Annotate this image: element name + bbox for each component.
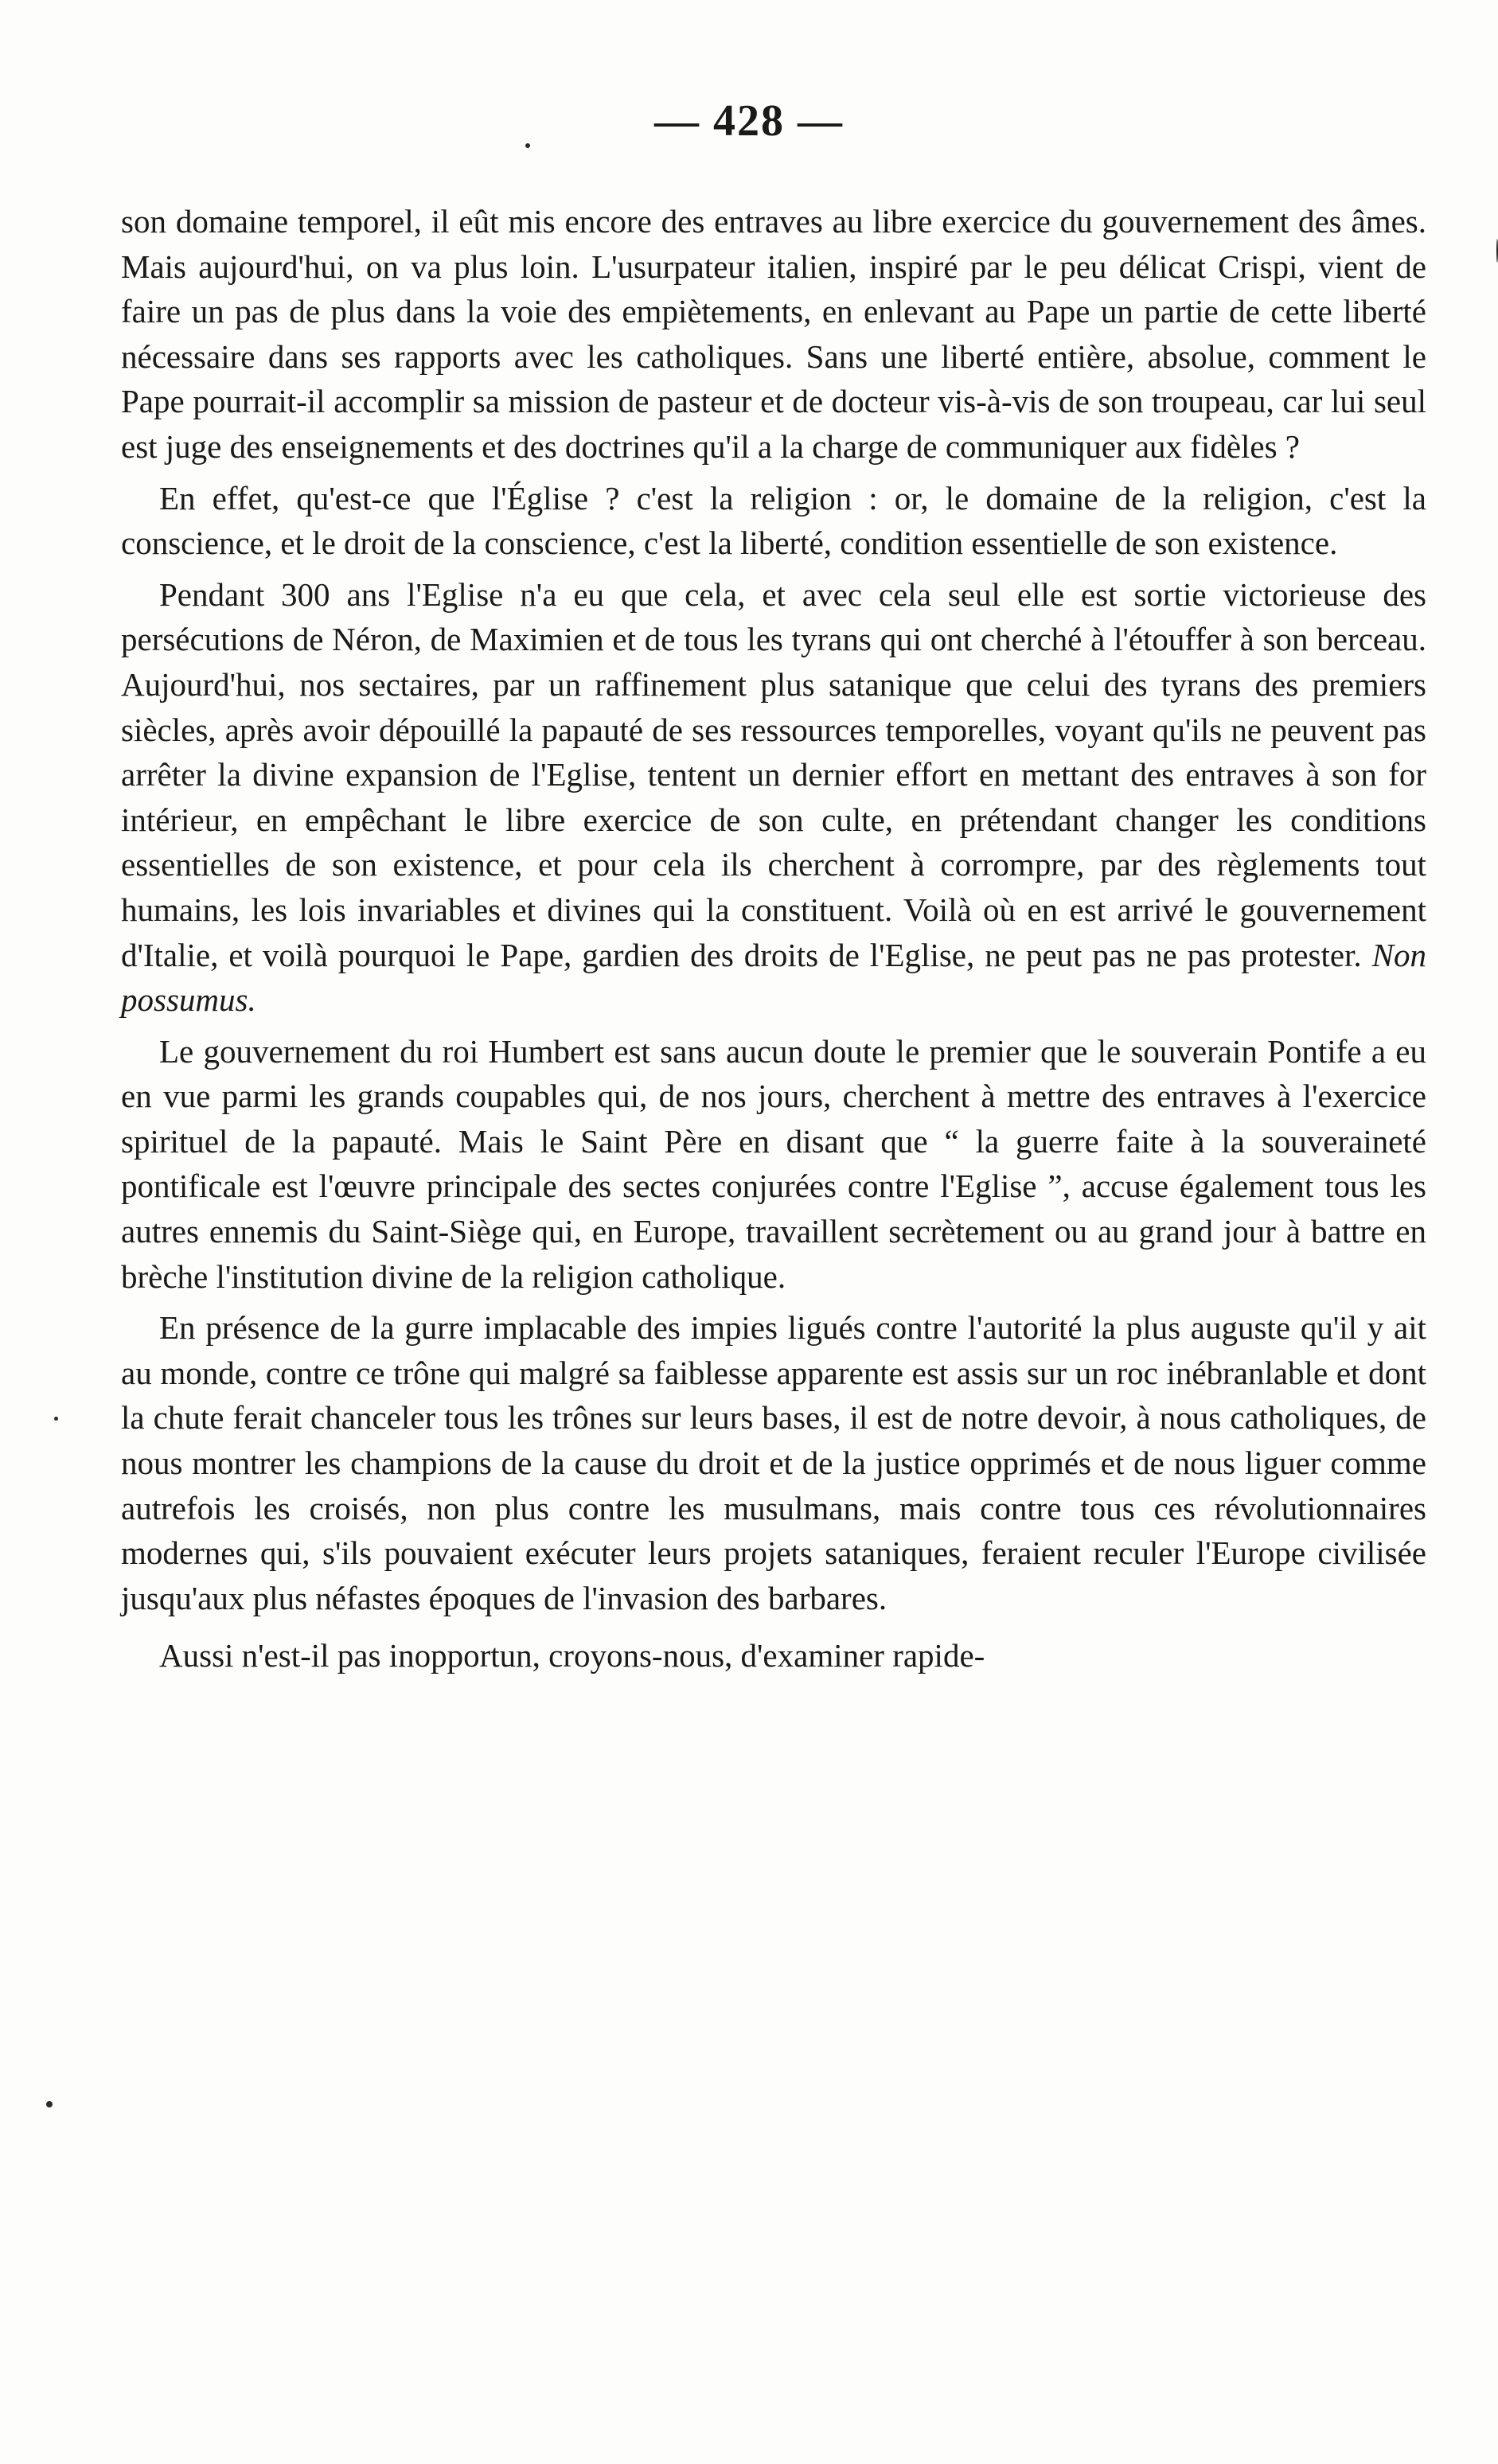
scan-speck [46,2101,53,2107]
paragraph-2: En effet, qu'est-ce que l'Église ? c'est la religion : or, le domaine de la religion, c'est la conscience, et le droit de la conscience, c'est la liberté, condition essentielle de son existence. [121,479,1426,562]
scan-speck [525,143,530,148]
paragraph-4: Le gouvernement du roi Humbert est sans aucun doute le premier que le souverain Pontife a eu en vue parmi les grands coupables qui, de nos jours, cherchent à mettre des entraves à l'exercice spirituel de la papauté. Mais le Saint Père en disant que “ la guerre faite à la souveraineté pontificale est l'œuvre principale des sectes conjurées contre l'Eglise ”, accuse également tous les autres ennemis du Saint-Siège qui, en Europe, travaillent secrètement ou au grand jour à battre en brèche l'institution divine de la religion catholique. [121,1032,1426,1295]
paragraph-3 [121,572,1426,1023]
non-possumus-emphasis: Non possumus. [121,936,1426,1019]
body-text [121,199,1426,1685]
paragraph-5: En présence de la gurre implacable des impies ligués contre l'autorité la plus auguste qu'il y ait au monde, contre ce trône qui malgré sa faiblesse apparente est assis sur un roc inébranlable et dont la chute ferait chanceler tous les trônes sur leurs bases, il est de notre devoir, à nous catholiques, de nous montrer les champions de la cause du droit et de la justice opprimés et de nous liguer comme autrefois les croisés, non plus contre les musulmans, mais contre tous ces révolutionnaires modernes qui, s'ils pouvaient exécuter leurs projets sataniques, feraient reculer l'Europe civilisée jusqu'aux plus néfastes époques de l'invasion des barbares. [121,1309,1426,1616]
paragraph-3-text: Pendant 300 ans l'Eglise n'a eu que cela, et avec cela seul elle est sortie victorieuse des persécutions de Néron, de Maximien et de tous les tyrans qui ont cherché à l'étouffer à son berceau. Aujourd'hui, nos sectaires, par un raffinement plus satanique que celui des tyrans des premiers siècles, après avoir dépouillé la papauté de ses ressources temporelles, voyant qu'ils ne peuvent pas arrêter la divine expansion de l'Eglise, tentent un dernier effort en mettant des entraves à son for intérieur, en empêchant le libre exercice de son culte, en prétendant changer les conditions essentielles de son existence, et pour cela ils cherchent à corrompre, par des règlements tout humains, les lois invariables et divines qui la constituent. Voilà où en est arrivé le gouvernement d'Italie, et voilà pourquoi le Pape, gardien des droits de l'Eglise, ne peut pas ne pas protester. [121,575,1426,973]
page-number: — 428 — [654,96,844,146]
paragraph-6: Aussi n'est-il pas inopportun, croyons-nous, d'examiner rapide- [159,1637,985,1675]
paragraph-1: son domaine temporel, il eût mis encore des entraves au libre exercice du gouvernement des âmes. Mais aujourd'hui, on va plus loin. L'usurpateur italien, inspiré par le peu délicat Crispi, vient de faire un pas de plus dans la voie des empiètements, en enlevant au Pape un partie de cette liberté nécessaire dans ses rapports avec les catholiques. Sans une liberté entière, absolue, comment le Pape pourrait-il accomplir sa mission de pasteur et de docteur vis-à-vis de son troupeau, car lui seul est juge des enseignements et des doctrines qu'il a la charge de communiquer aux fidèles ? [121,203,1426,465]
scan-speck [54,1417,58,1421]
